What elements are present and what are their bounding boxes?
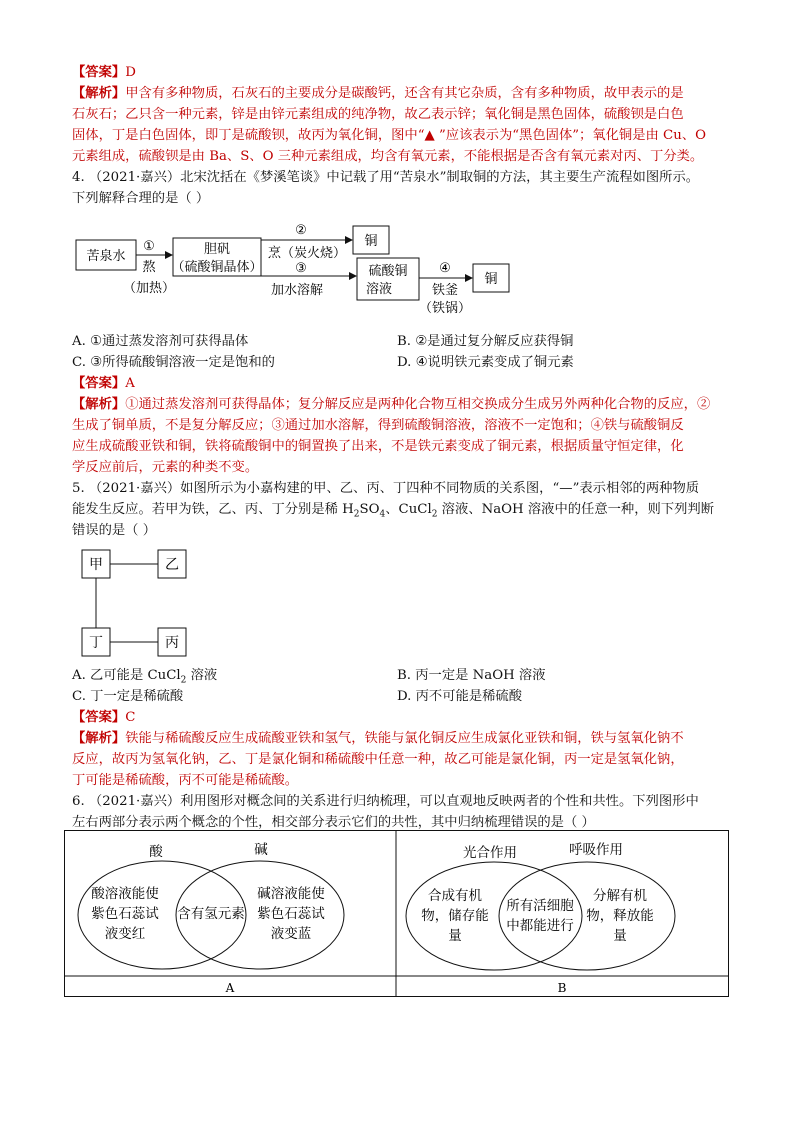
svg-text:酸: 酸 [149,844,163,860]
q5-stem-line-2: 能发生反应。若甲为铁，乙、丙、丁分别是稀 $H_2SO_4$、CuCl$_2$ 溶液、NaOH 溶液中的任意一种，则下列判断 [72,502,715,520]
q5-stem-line-1: 5. （2021·嘉兴）如图所示为小嘉构建的甲、乙、丙、丁四种不同物质的关系图，“—”表示相邻的两种物质 [72,481,700,496]
q4-stem-line-1: 4. （2021·嘉兴）北宋沈括在《梦溪笔谈》中记载了用“苦泉水”制取铜的方法，其主要生产流程如图所示。 [72,170,700,185]
q5-option-c: C. 丁一定是稀硫酸 [72,689,184,704]
svg-text:乙: 乙 [165,557,179,573]
q6-stem-line-1: 6. （2021·嘉兴）利用图形对概念间的关系进行归纳梳理，可以直观地反映两者的个性和共性。下列图形中 [72,794,699,809]
answer-value: D [125,65,136,80]
svg-text:含有氢元素: 含有氢元素 [177,906,245,922]
q4-analysis-line-1: 【解析】①通过蒸发溶剂可获得晶体；复分解反应是两种化合物互相交换成分生成另外两种化合物的反应，② [72,397,711,412]
q4-option-c: C. ③所得硫酸铜溶液一定是饱和的 [72,355,275,370]
q4-stem-line-2: 下列解释合理的是（ ） [72,191,210,206]
q5-option-d: D. 丙不可能是稀硫酸 [397,689,523,704]
svg-text:③: ③ [295,261,307,276]
svg-text:酸溶液能使: 酸溶液能使 [91,886,159,902]
svg-text:熬: 熬 [142,260,156,275]
q3-analysis-line-3: 固体，丁是白色固体，即丁是硫酸钡，故丙为氧化铜，图中“▲ ”应该表示为“黑色固体”；氧化铜是由 Cu、O [72,128,706,143]
flow-box-kuquanshui-label: 苦泉水 [86,249,126,264]
q4-analysis-line-3: 应生成硫酸亚铁和铜，铁将硫酸铜中的铜置换了出来，不是铁元素变成了铜元素，根据质量守恒定律，化 [72,439,684,454]
svg-text:呼吸作用: 呼吸作用 [569,842,623,858]
q5-answer-line: 【答案】C [72,710,136,725]
svg-text:溶液: 溶液 [365,282,393,297]
q4-answer-line: 【答案】A [72,376,135,391]
q5-relation-diagram [80,548,190,660]
svg-text:碱溶液能使: 碱溶液能使 [257,886,325,902]
q3-answer-line [72,62,136,83]
q5-stem-line-3: 错误的是（ ） [72,523,157,538]
svg-text:（加热）: （加热） [122,281,176,296]
svg-text:①: ① [143,239,155,254]
svg-text:铜: 铜 [364,234,378,249]
svg-text:碱: 碱 [254,842,268,858]
svg-text:光合作用: 光合作用 [463,845,517,861]
svg-text:所有活细胞: 所有活细胞 [506,898,574,914]
venn-a [78,842,344,969]
q3-analysis-line-2: 石灰石；乙只含一种元素，锌是由锌元素组成的纯净物，故乙表示锌；氧化铜是黑色固体，硫酸钡是白色 [72,107,684,122]
svg-text:④: ④ [439,261,451,276]
q5-analysis-line-2: 反应，故丙为氢氧化钠，乙、丁是氯化铜和稀硫酸中任意一种，故乙可能是氯化铜，丙一定是氢氧化钠， [72,752,684,767]
svg-text:甲: 甲 [89,557,103,573]
q6-venn-table [64,830,730,1000]
svg-text:物，释放能: 物，释放能 [586,908,654,924]
svg-text:加水溶解: 加水溶解 [270,283,324,298]
q5-option-a: A. 乙可能是 CuCl$_2$ 溶液 [72,668,218,686]
q3-analysis-line-1: 【解析】甲含有多种物质，石灰石的主要成分是碳酸钙，还含有其它杂质，含有多种物质，故甲表示的是 [72,86,684,101]
q5-option-b: B. 丙一定是 NaOH 溶液 [397,668,546,683]
svg-text:液变蓝: 液变蓝 [270,926,312,942]
svg-text:分解有机: 分解有机 [593,888,647,904]
svg-text:铁釜: 铁釜 [431,283,459,298]
q4-option-a: A. ①通过蒸发溶剂可获得晶体 [72,334,249,349]
svg-text:（硫酸铜晶体）: （硫酸铜晶体） [171,260,263,275]
q6-stem-line-2: 左右两部分表示两个概念的个性，相交部分表示它们的共性，其中归纳梳理错误的是（ ） [72,815,595,830]
cell-a-label: A [225,981,235,995]
svg-text:铜: 铜 [484,272,498,287]
q5-analysis-line-1: 【解析】铁能与稀硫酸反应生成硫酸亚铁和氢气，铁能与氯化铜反应生成氯化亚铁和铜，铁与氢氧化钠不 [72,731,684,746]
svg-text:（铁锅）: （铁锅） [418,301,472,316]
svg-text:量: 量 [448,928,462,944]
q3-analysis-line-4: 元素组成，硫酸钡是由 Ba、S、O 三种元素组成，均含有氧元素，不能根据是否含有氧元素对丙、丁分类。 [72,149,704,164]
q5-analysis-line-3: 丁可能是稀硫酸，丙不可能是稀硫酸。 [72,773,299,788]
svg-text:液变红: 液变红 [104,926,146,942]
q4-analysis-line-2: 生成了铜单质，不是复分解反应；③通过加水溶解，得到硫酸铜溶液，溶液不一定饱和；④铁与硫酸铜反 [72,418,684,433]
svg-text:紫色石蕊试: 紫色石蕊试 [257,906,325,922]
svg-text:胆矾: 胆矾 [203,242,231,257]
svg-text:烹（炭火烧）: 烹（炭火烧） [267,246,347,261]
q4-option-b: B. ②是通过复分解反应获得铜 [397,334,574,349]
svg-text:②: ② [295,223,307,238]
svg-text:紫色石蕊试: 紫色石蕊试 [91,906,159,922]
svg-text:丙: 丙 [165,635,179,651]
svg-text:量: 量 [613,928,627,944]
svg-text:合成有机: 合成有机 [428,888,482,904]
venn-b [406,842,675,970]
q4-analysis-line-4: 学反应前后，元素的种类不变。 [72,460,259,475]
q4-option-d: D. ④说明铁元素变成了铜元素 [397,355,574,370]
svg-text:中都能进行: 中都能进行 [506,918,574,934]
answer-tag: 【答案】 [72,65,126,80]
svg-text:丁: 丁 [89,635,103,651]
svg-text:物，储存能: 物，储存能 [421,908,489,924]
svg-text:硫酸铜: 硫酸铜 [368,264,408,279]
q4-flow-diagram [72,218,552,318]
analysis-tag: 【解析】 [72,86,126,101]
cell-b-label: B [557,981,567,995]
